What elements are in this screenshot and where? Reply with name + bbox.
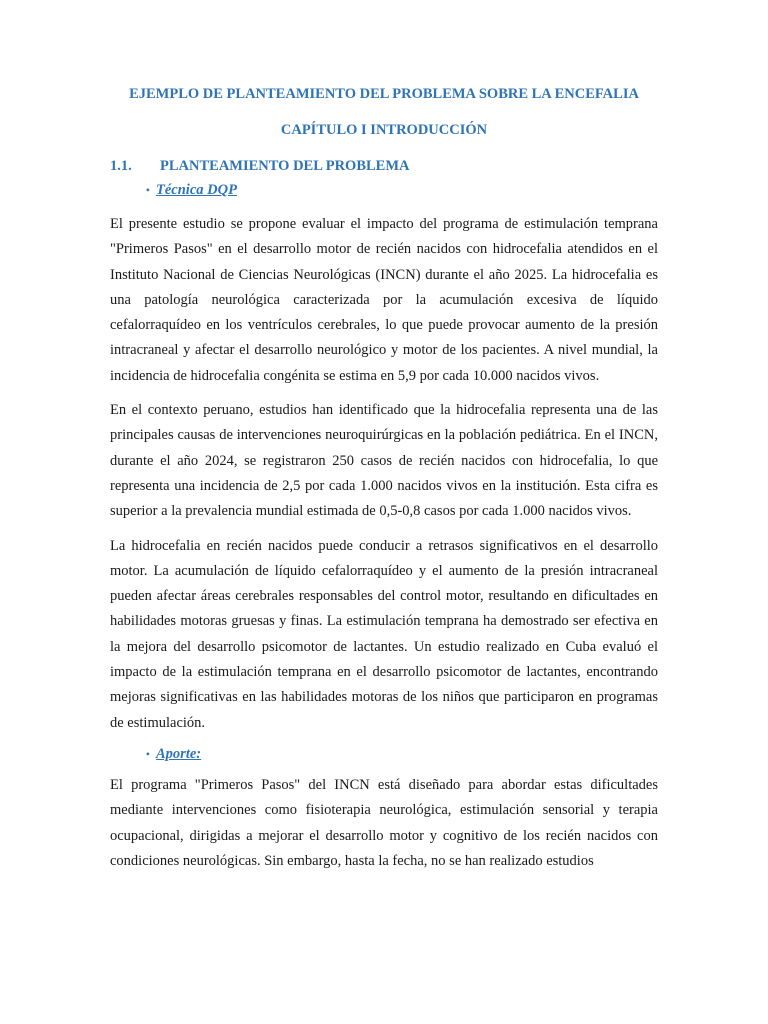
paragraph: En el contexto peruano, estudios han identificado que la hidrocefalia representa una de las principales causas de intervenciones neuroquirúrgicas en la población pediátrica. En el INCN, durante el año 2024, se registraron 250 casos de recién nacidos con hidrocefalia, lo que representa una incidencia de 2,5 por cada 1.000 nacidos vivos en la institución. Esta cifra es superior a la prevalencia mundial estimada de 0,5-0,8 casos por cada 1.000 nacidos vivos. [110,402,658,520]
paragraph: El presente estudio se propone evaluar el impacto del programa de estimulación temprana "Primeros Pasos" en el desarrollo motor de recién nacidos con hidrocefalia atendidos en el Instituto Nacional de Ciencias Neurológicas (INCN) durante el año 2025. La hidrocefalia es una patología neurológica caracterizada por la acumulación excesiva de líquido cefalorraquídeo en los ventrículos cerebrales, lo que puede provocar aumento de la presión intracraneal y afectar el desarrollo neurológico y motor de los pacientes. A nivel mundial, la incidencia de hidrocefalia congénita se estima en 5,9 por cada 10.000 nacidos vivos. [110,216,658,384]
bullet-icon: • [145,183,150,197]
section-number: 1.1. [110,158,132,174]
bullet-icon: • [145,746,150,761]
section-title: PLANTEAMIENTO DEL PROBLEMA [160,158,410,174]
bullet-item-aporte [110,744,658,764]
document-title: EJEMPLO DE PLANTEAMIENTO DEL PROBLEMA SOBRE LA ENCEFALIA [129,86,639,102]
paragraph: El programa "Primeros Pasos" del INCN está diseñado para abordar estas dificultades mediante intervenciones como fisioterapia neurológica, estimulación sensorial y terapia ocupacional, dirigidas a mejorar el desarrollo motor y cognitivo de los recién nacidos con condiciones neurológicas. Sin embargo, hasta la fecha, no se han realizado estudios [110,776,658,869]
paragraph: La hidrocefalia en recién nacidos puede conducir a retrasos significativos en el desarrollo motor. La acumulación de líquido cefalorraquídeo y el aumento de la presión intracraneal pueden afectar áreas cerebrales responsables del control motor, resultando en dificultades en habilidades motoras gruesas y finas. La estimulación temprana ha demostrado ser efectiva en la mejora del desarrollo psicomotor de lactantes. Un estudio realizado en Cuba evaluó el impacto de la estimulación temprana en el desarrollo psicomotor de lactantes, encontrando mejoras significativas en las habilidades motoras de los niños que participaron en programas de estimulación. [110,537,658,731]
bullet-label: Aporte: [156,745,202,762]
chapter-heading: CAPÍTULO I INTRODUCCIÓN [280,122,488,138]
bullet-item-tecnica [110,180,658,200]
section-heading [110,156,658,176]
document-page [110,84,658,874]
bullet-label: Técnica DQP [156,182,237,198]
